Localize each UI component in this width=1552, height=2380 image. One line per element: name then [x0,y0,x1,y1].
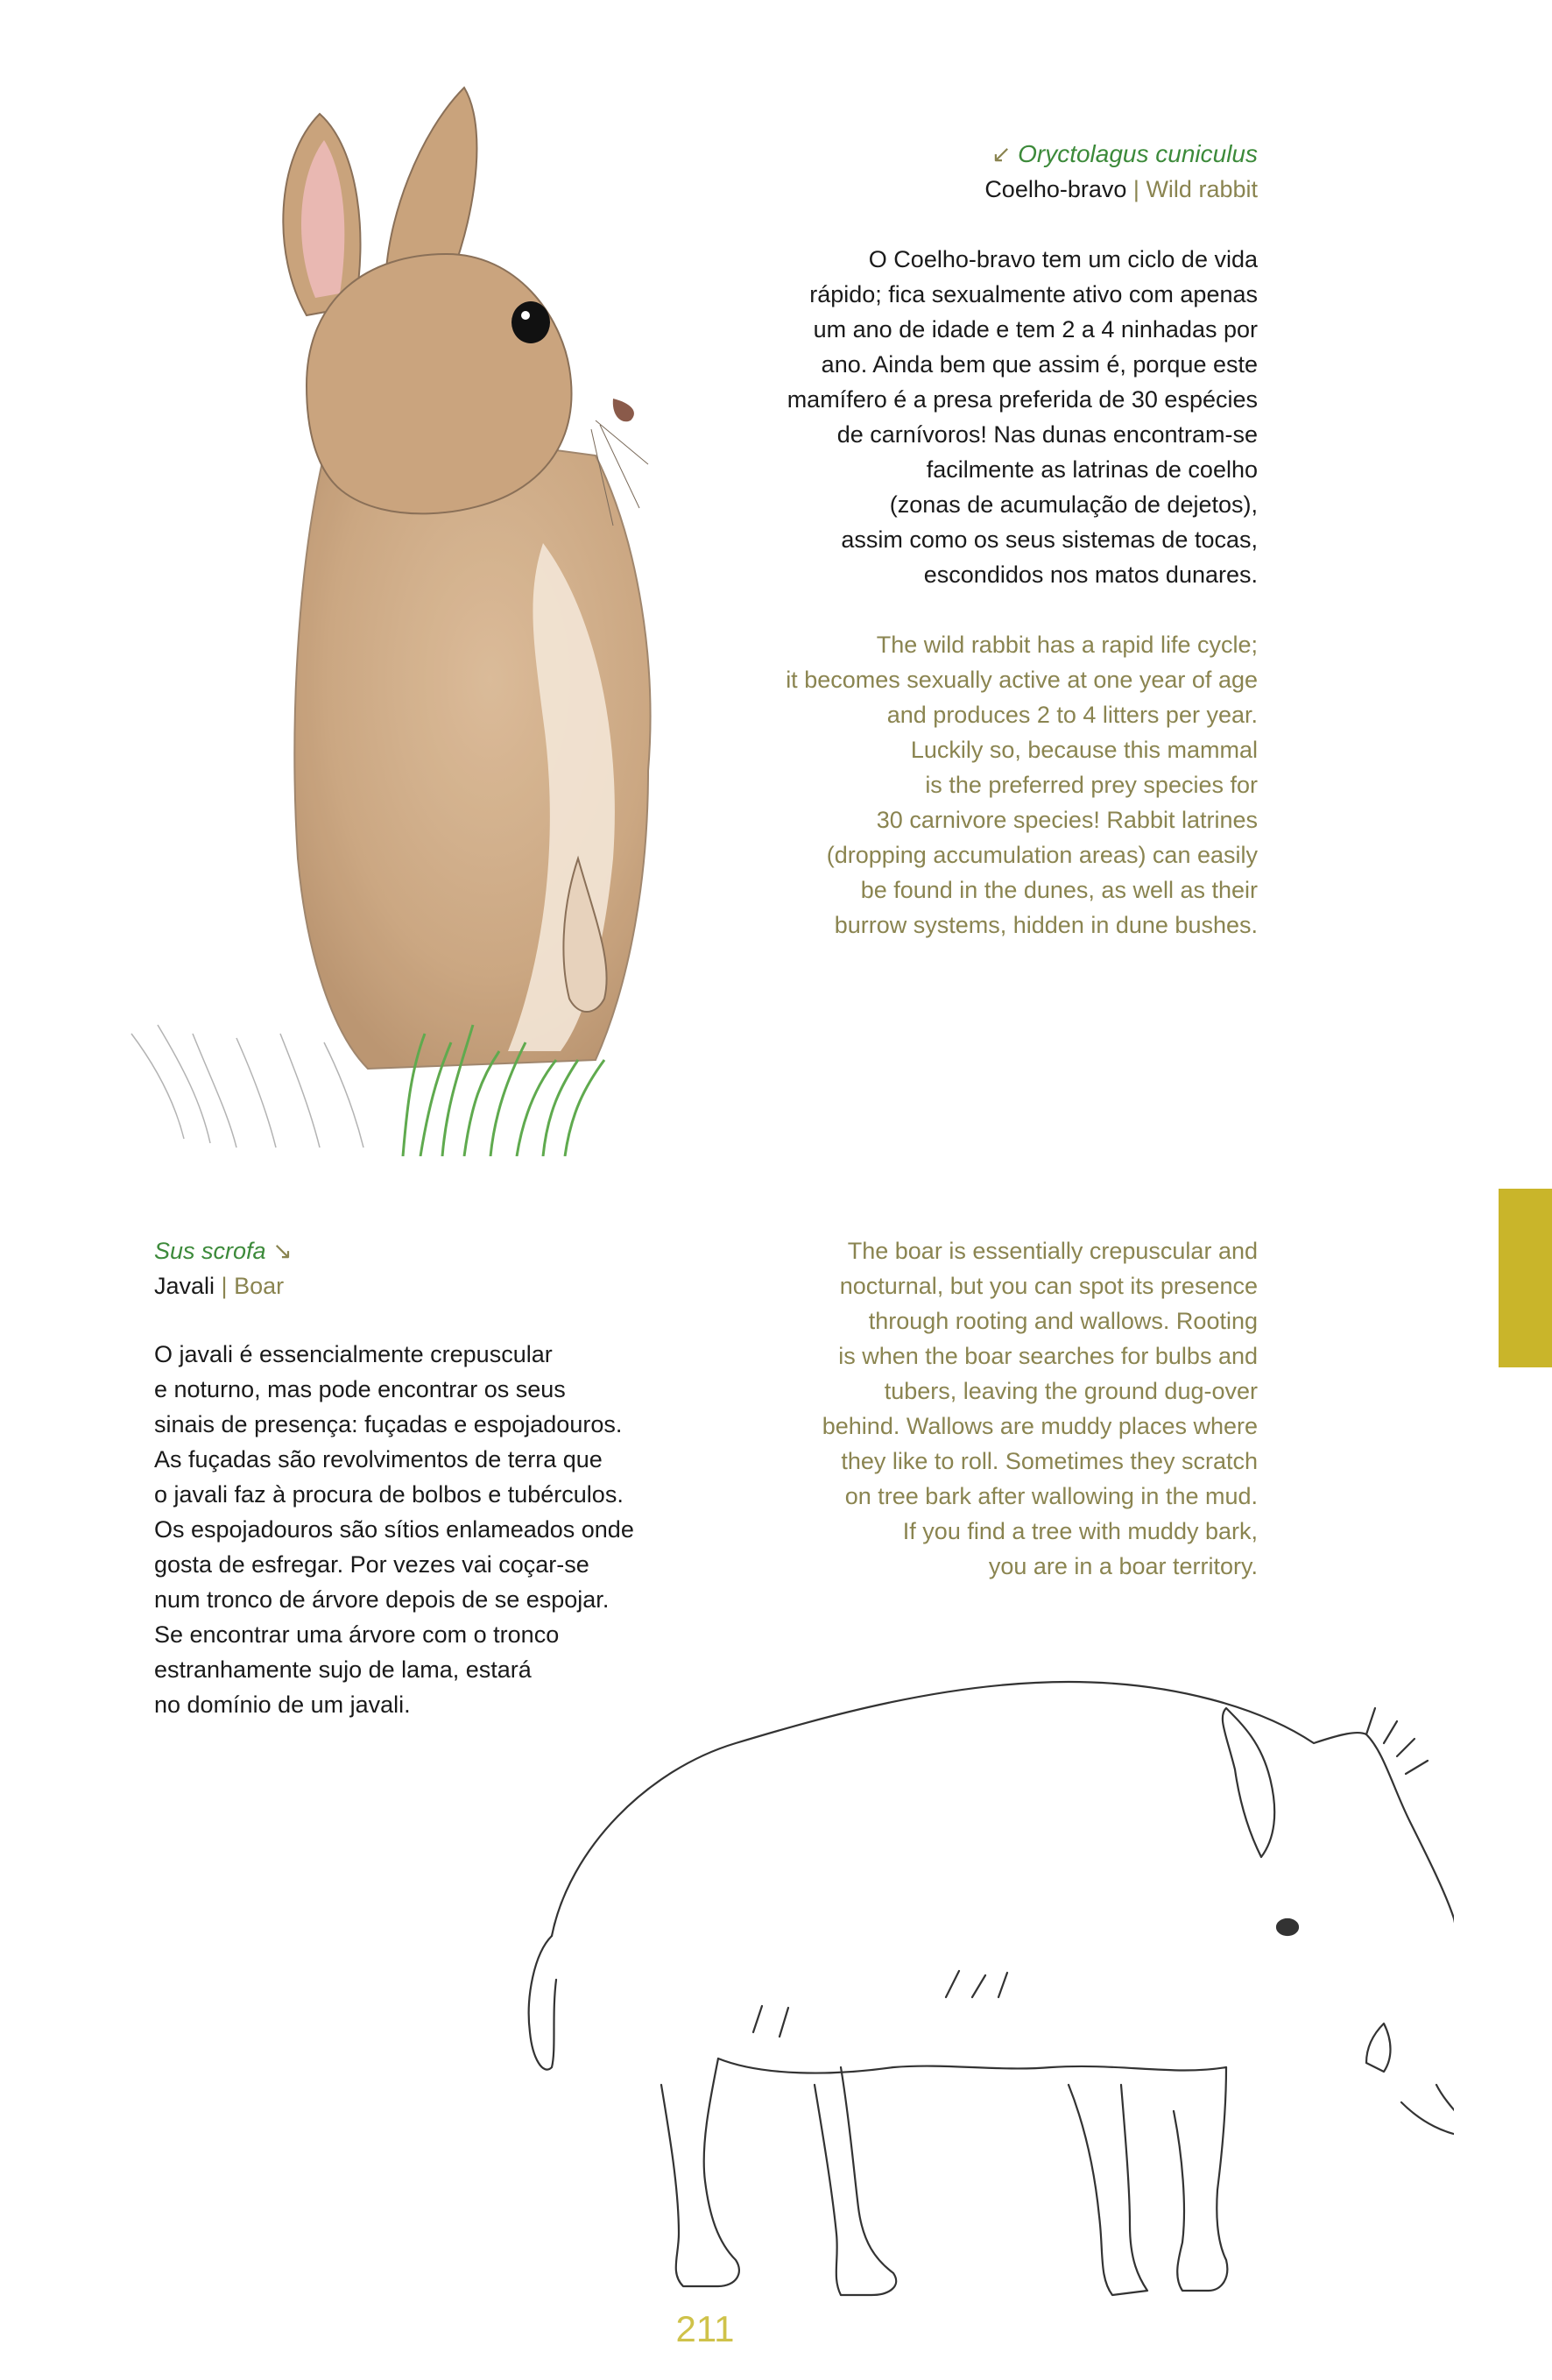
rabbit-text-en [648,627,1258,943]
boar-name-pt: Javali [154,1273,215,1299]
rabbit-en-line: burrow systems, hidden in dune bushes. [834,912,1258,938]
boar-en-line: tubers, leaving the ground dug-over [884,1378,1258,1404]
boar-pt-line: no domínio de um javali. [154,1691,411,1718]
boar-pt-line: O javali é essencialmente crepuscular [154,1341,553,1367]
arrow-down-right-icon: ↘ [272,1238,293,1264]
boar-en-line: you are in a boar territory. [988,1553,1258,1579]
rabbit-en-line: Luckily so, because this mammal [910,737,1258,763]
boar-pt-line: o javali faz à procura de bolbos e tubérculos. [154,1481,624,1508]
name-separator: | [1132,176,1139,202]
rabbit-pt-line: O Coelho-bravo tem um ciclo de vida [868,246,1258,272]
rabbit-scientific-line [648,137,1258,172]
rabbit-en-line: (dropping accumulation areas) can easily [826,842,1258,868]
boar-scientific-name: Sus scrofa [154,1238,266,1264]
rabbit-pt-line: ano. Ainda bem que assim é, porque este [821,351,1258,378]
boar-en-line: behind. Wallows are muddy places where [822,1413,1258,1439]
rabbit-en-line: The wild rabbit has a rapid life cycle; [876,632,1258,658]
boar-common-name-line [154,1268,680,1303]
boar-en-line: is when the boar searches for bulbs and [838,1343,1258,1369]
boar-pt-line: e noturno, mas pode encontrar os seus [154,1376,566,1402]
boar-scientific-line [154,1233,680,1268]
boar-en-line: nocturnal, but you can spot its presence [839,1273,1258,1299]
boar-pt-line: sinais de presença: fuçadas e espojadouros. [154,1411,623,1437]
rabbit-pt-line: (zonas de acumulação de dejetos), [889,491,1258,518]
boar-en-line: through rooting and wallows. Rooting [868,1308,1258,1334]
boar-en-line: The boar is essentially crepuscular and [847,1238,1258,1264]
rabbit-scientific-name: Oryctolagus cuniculus [1018,140,1258,167]
rabbit-en-line: it becomes sexually active at one year of age [786,667,1258,693]
boar-pt-line: Se encontrar uma árvore com o tronco [154,1621,560,1648]
rabbit-en-line: is the preferred prey species for [925,772,1258,798]
page-number: 211 [675,2308,735,2349]
boar-en-line: on tree bark after wallowing in the mud. [844,1483,1258,1509]
rabbit-en-line: be found in the dunes, as well as their [860,877,1258,903]
rabbit-pt-line: um ano de idade e tem 2 a 4 ninhadas por [813,316,1258,343]
rabbit-pt-line: assim como os seus sistemas de tocas, [841,526,1258,553]
rabbit-pt-line: facilmente as latrinas de coelho [926,456,1258,483]
boar-pt-line: Os espojadouros são sítios enlameados onde [154,1516,634,1543]
rabbit-pt-line: de carnívoros! Nas dunas encontram-se [836,421,1258,448]
rabbit-name-pt: Coelho-bravo [984,176,1127,202]
arrow-down-left-icon: ↙ [991,141,1012,167]
rabbit-en-line: and produces 2 to 4 litters per year. [886,702,1258,728]
boar-text-en [701,1233,1258,1584]
rabbit-text-pt [648,242,1258,592]
boar-name-en: Boar [234,1273,285,1299]
boar-heading [154,1233,680,1303]
name-separator: | [221,1273,228,1299]
boar-pt-line: num tronco de árvore depois de se espojar. [154,1586,610,1613]
boar-pt-line: As fuçadas são revolvimentos de terra que [154,1446,603,1472]
boar-pt-line: gosta de esfregar. Por vezes vai coçar-se [154,1551,589,1578]
rabbit-pt-line: rápido; fica sexualmente ativo com apenas [809,281,1258,307]
boar-pt-line: estranhamente sujo de lama, estará [154,1656,532,1683]
rabbit-pt-line: mamífero é a presa preferida de 30 espécies [787,386,1258,413]
rabbit-species-block [648,137,1258,943]
boar-en-line: they like to roll. Sometimes they scratch [841,1448,1258,1474]
section-tab-marker [1499,1189,1552,1367]
rabbit-en-line: 30 carnivore species! Rabbit latrines [876,807,1258,833]
boar-en-line: If you find a tree with muddy bark, [902,1518,1258,1544]
rabbit-common-name-line [648,172,1258,207]
boar-illustration [455,1647,1454,2330]
rabbit-pt-line: escondidos nos matos dunares. [923,561,1258,588]
rabbit-name-en: Wild rabbit [1146,176,1258,202]
rabbit-illustration [105,53,736,1156]
